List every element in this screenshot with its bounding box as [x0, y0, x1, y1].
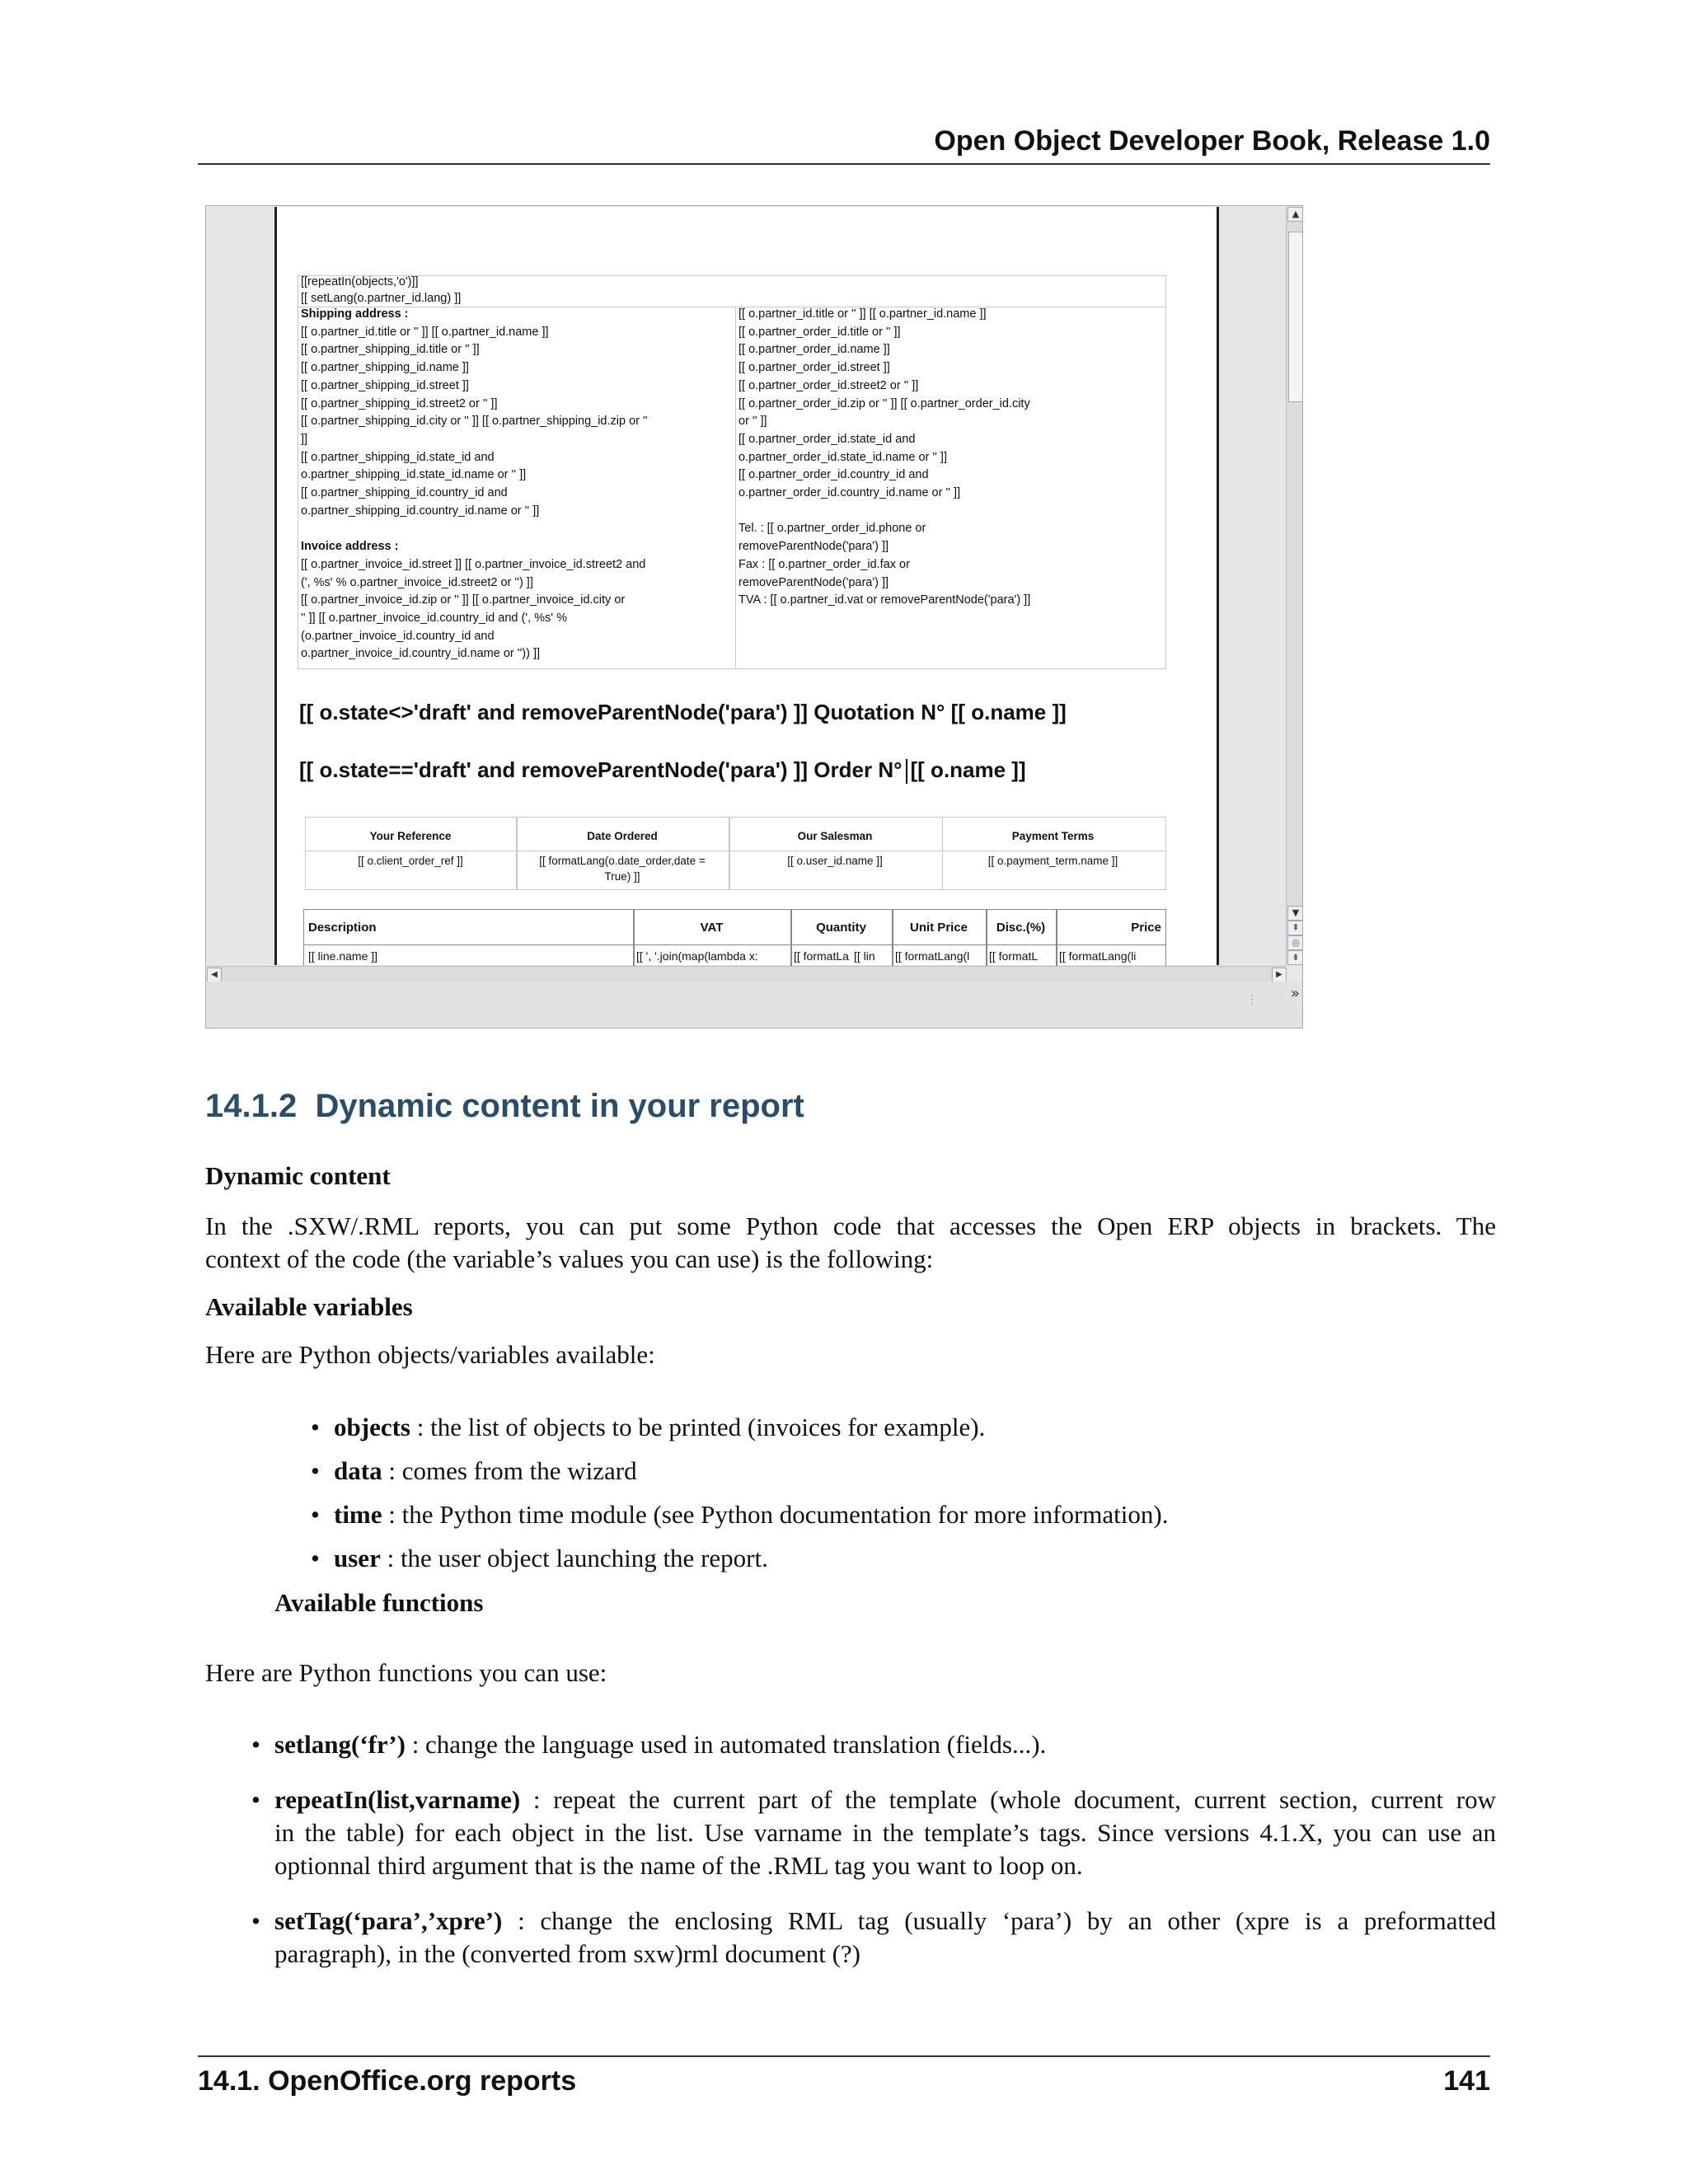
variable-item [334, 1411, 985, 1444]
repeat-line: [[repeatIn(objects,'o')]] [301, 275, 419, 288]
template-field-line: [[ o.partner_order_id.state_id and [738, 432, 916, 446]
scroll-down-icon[interactable]: ▼ [1287, 906, 1303, 921]
function-line [274, 1816, 1496, 1849]
ref-header-salesman: Our Salesman [797, 830, 873, 842]
ref-value-date-order-line2: True) ]] [604, 870, 640, 883]
line-discount-field: [[ formatL [989, 949, 1039, 963]
footer-section: 14.1. OpenOffice.org reports [198, 2065, 577, 2097]
ref-value-client-order: [[ o.client_order_ref ]] [358, 855, 463, 867]
order-heading-text: [[ o.state=='draft' and removeParentNode('para') ]] Order N° [299, 757, 903, 782]
template-field-line: [[ o.partner_shipping_id.street ]] [301, 378, 469, 392]
template-field-line: o.partner_shipping_id.state_id.name or '' ]] [301, 468, 527, 482]
scroll-right-icon[interactable]: ▶ [1272, 968, 1287, 982]
ref-header-date-ordered: Date Ordered [587, 830, 658, 842]
lines-header-unit-price: Unit Price [909, 921, 968, 935]
template-field-line: TVA : [[ o.partner_id.vat or removeParentNode('para') ]] [738, 593, 1031, 607]
ref-value-date-order: [[ formatLang(o.date_order,date = [539, 855, 706, 867]
function-line [274, 1783, 1496, 1816]
intro-line-1: In the .SXW/.RML reports, you can put some Python code that accesses the Open ERP objects in brackets. The [205, 1212, 1496, 1240]
function-term: setTag(‘para’,’xpre’) [274, 1906, 503, 1935]
template-field-line: [[ o.partner_order_id.country_id and [738, 468, 929, 482]
template-field-line: Fax : [[ o.partner_order_id.fax or [738, 557, 910, 571]
function-term: repeatIn(list,varname) [274, 1785, 521, 1814]
template-field-line: removeParentNode('para') ]] [738, 575, 889, 589]
function-line [274, 1849, 1496, 1882]
line-price-field: [[ formatLang(li [1059, 949, 1137, 963]
functions-intro: Here are Python functions you can use: [205, 1658, 607, 1687]
template-field-line: or '' ]] [738, 415, 767, 429]
order-heading-name: [[ o.name ]] [910, 757, 1026, 782]
section-number: 14.1.2 [205, 1088, 298, 1124]
template-field-line: [[ o.partner_order_id.name ]] [738, 343, 890, 357]
lines-divider-1 [633, 909, 635, 968]
lines-header-price: Price [1131, 921, 1161, 935]
function-term: setlang(‘fr’) [274, 1730, 406, 1759]
template-field-line: '' ]] [[ o.partner_invoice_id.country_id and (', %s' % [301, 611, 567, 625]
function-text: optionnal third argument that is the name of the .RML tag you want to loop on. [274, 1851, 1083, 1880]
template-field-line: [[ o.partner_order_id.zip or '' ]] [[ o.partner_order_id.city [738, 396, 1030, 410]
document-area [207, 207, 1303, 965]
template-field-line: [[ o.partner_shipping_id.title or '' ]] [301, 343, 480, 357]
page-number: 141 [1443, 2065, 1490, 2097]
variable-description: : the Python time module (see Python documentation for more information). [382, 1500, 1169, 1529]
lines-header-discount: Disc.(%) [996, 921, 1046, 935]
next-page-icon[interactable]: ⇟ [1287, 950, 1303, 965]
variable-term: data [334, 1456, 382, 1485]
template-page [274, 207, 1219, 965]
template-field-line: [[ o.partner_invoice_id.street ]] [[ o.partner_invoice_id.street2 and [301, 557, 646, 571]
lines-header-description: Description [308, 921, 377, 935]
lines-divider-2 [790, 909, 792, 968]
dynamic-content-heading: Dynamic content [205, 1161, 391, 1190]
section-heading [205, 1088, 804, 1125]
previous-page-icon[interactable]: ⇞ [1287, 921, 1303, 935]
line-vat-field: [[ ', '.join(map(lambda x: [636, 949, 758, 963]
template-field-line: o.partner_order_id.country_id.name or '' ]] [738, 486, 961, 499]
variable-description: : comes from the wizard [382, 1456, 637, 1485]
lines-divider-3 [892, 909, 893, 968]
variable-term: time [334, 1500, 382, 1529]
lines-divider-5 [1056, 909, 1057, 968]
variables-intro: Here are Python objects/variables available: [205, 1340, 655, 1369]
available-variables-heading: Available variables [205, 1292, 413, 1321]
vertical-scroll-thumb[interactable] [1288, 232, 1303, 402]
variable-description: : the user object launching the report. [380, 1544, 768, 1572]
template-field-line: removeParentNode('para') ]] [738, 540, 889, 554]
line-name-field: [[ line.name ]] [308, 949, 378, 963]
template-field-line: [[ o.partner_order_id.title or '' ]] [738, 325, 901, 339]
template-field-line: [[ o.partner_order_id.street ]] [738, 361, 890, 375]
lines-header-vat: VAT [700, 921, 724, 935]
section-title: Dynamic content in your report [315, 1088, 804, 1124]
available-functions-heading: Available functions [274, 1588, 484, 1617]
function-text: : change the language used in automated translation (fields...). [405, 1730, 1047, 1759]
template-field-line: [[ o.partner_shipping_id.name ]] [301, 361, 469, 375]
navigator-icon[interactable]: ◎ [1287, 935, 1303, 950]
template-field-line: (', %s' % o.partner_invoice_id.street2 or '') ]] [301, 575, 533, 589]
template-field-line: o.partner_order_id.state_id.name or '' ]] [738, 450, 947, 464]
template-field-line: Tel. : [[ o.partner_order_id.phone or [738, 522, 926, 536]
variable-item [334, 1455, 637, 1488]
function-item [274, 1905, 1496, 1971]
toolbar-overflow-icon[interactable]: » [1290, 985, 1300, 1002]
book-title: Open Object Developer Book, Release 1.0 [934, 125, 1490, 157]
function-line [274, 1938, 1496, 1971]
status-bar [207, 982, 1303, 1029]
report-template-screenshot [205, 205, 1303, 1029]
resize-grip-icon[interactable]: ⋮ [1246, 993, 1258, 1006]
template-field-line: Shipping address : [301, 307, 409, 321]
ref-header-your-reference: Your Reference [369, 830, 452, 842]
function-text: : repeat the current part of the template (whole document, current section, current row [520, 1785, 1496, 1814]
function-text: in the table) for each object in the list. Use varname in the template’s tags. Since versions 4.1.X, you can use an [274, 1818, 1496, 1847]
text-cursor [906, 759, 907, 784]
variable-term: objects [334, 1413, 410, 1441]
template-field-line: [[ o.partner_shipping_id.street2 or '' ]] [301, 396, 498, 410]
template-field-line: [[ o.partner_order_id.street2 or '' ]] [738, 378, 919, 392]
line-uom-field: [[ lin [854, 949, 875, 963]
variable-item [334, 1542, 768, 1575]
ref-header-payment-terms: Payment Terms [1011, 830, 1095, 842]
variable-item [334, 1498, 1168, 1531]
function-item [274, 1783, 1496, 1882]
lines-divider-4 [986, 909, 987, 968]
template-field-line: [[ o.partner_id.title or '' ]] [[ o.partner_id.name ]] [738, 307, 987, 321]
template-field-line: [[ o.partner_invoice_id.zip or '' ]] [[ o.partner_invoice_id.city or [301, 593, 626, 607]
order-heading [299, 757, 1026, 784]
intro-line-2: context of the code (the variable’s values you can use) is the following: [205, 1244, 934, 1273]
footer-rule [198, 2055, 1490, 2057]
function-item [274, 1728, 1496, 1761]
template-field-line: o.partner_shipping_id.country_id.name or '' ]] [301, 504, 540, 518]
line-unit-price-field: [[ formatLang(l [895, 949, 970, 963]
template-field-line: ]] [301, 432, 308, 446]
function-text: : change the enclosing RML tag (usually ‘para’) by an other (xpre is a preformatted [502, 1906, 1496, 1935]
vertical-scrollbar[interactable] [1286, 207, 1303, 965]
scroll-up-icon[interactable]: ▲ [1287, 207, 1303, 222]
template-field-line: [[ o.partner_shipping_id.state_id and [301, 450, 495, 464]
quotation-heading: [[ o.state<>'draft' and removeParentNode('para') ]] Quotation N° [[ o.name ]] [299, 700, 1067, 724]
scroll-left-icon[interactable]: ◀ [207, 968, 222, 982]
template-field-line: o.partner_invoice_id.country_id.name or '')) ]] [301, 647, 541, 661]
function-line [274, 1728, 1496, 1761]
template-field-line: Invoice address : [301, 540, 399, 554]
horizontal-scrollbar[interactable] [207, 966, 1287, 982]
ref-value-payment-term: [[ o.payment_term.name ]] [987, 855, 1118, 867]
template-field-line: (o.partner_invoice_id.country_id and [301, 629, 495, 643]
template-field-line: [[ o.partner_id.title or '' ]] [[ o.partner_id.name ]] [301, 325, 549, 339]
variable-description: : the list of objects to be printed (invoices for example). [410, 1413, 986, 1441]
ref-value-user: [[ o.user_id.name ]] [787, 855, 883, 867]
setlang-line: [[ setLang(o.partner_id.lang) ]] [301, 292, 462, 305]
lines-header-quantity: Quantity [816, 921, 866, 935]
running-header [198, 124, 1490, 165]
function-text: paragraph), in the (converted from sxw)rml document (?) [274, 1939, 861, 1968]
function-line [274, 1905, 1496, 1938]
template-field-line: [[ o.partner_shipping_id.country_id and [301, 486, 508, 499]
template-field-line: [[ o.partner_shipping_id.city or '' ]] [[ o.partner_shipping_id.zip or '' [301, 415, 648, 429]
line-qty-field: [[ formatLa [794, 949, 849, 963]
variable-term: user [334, 1544, 381, 1572]
